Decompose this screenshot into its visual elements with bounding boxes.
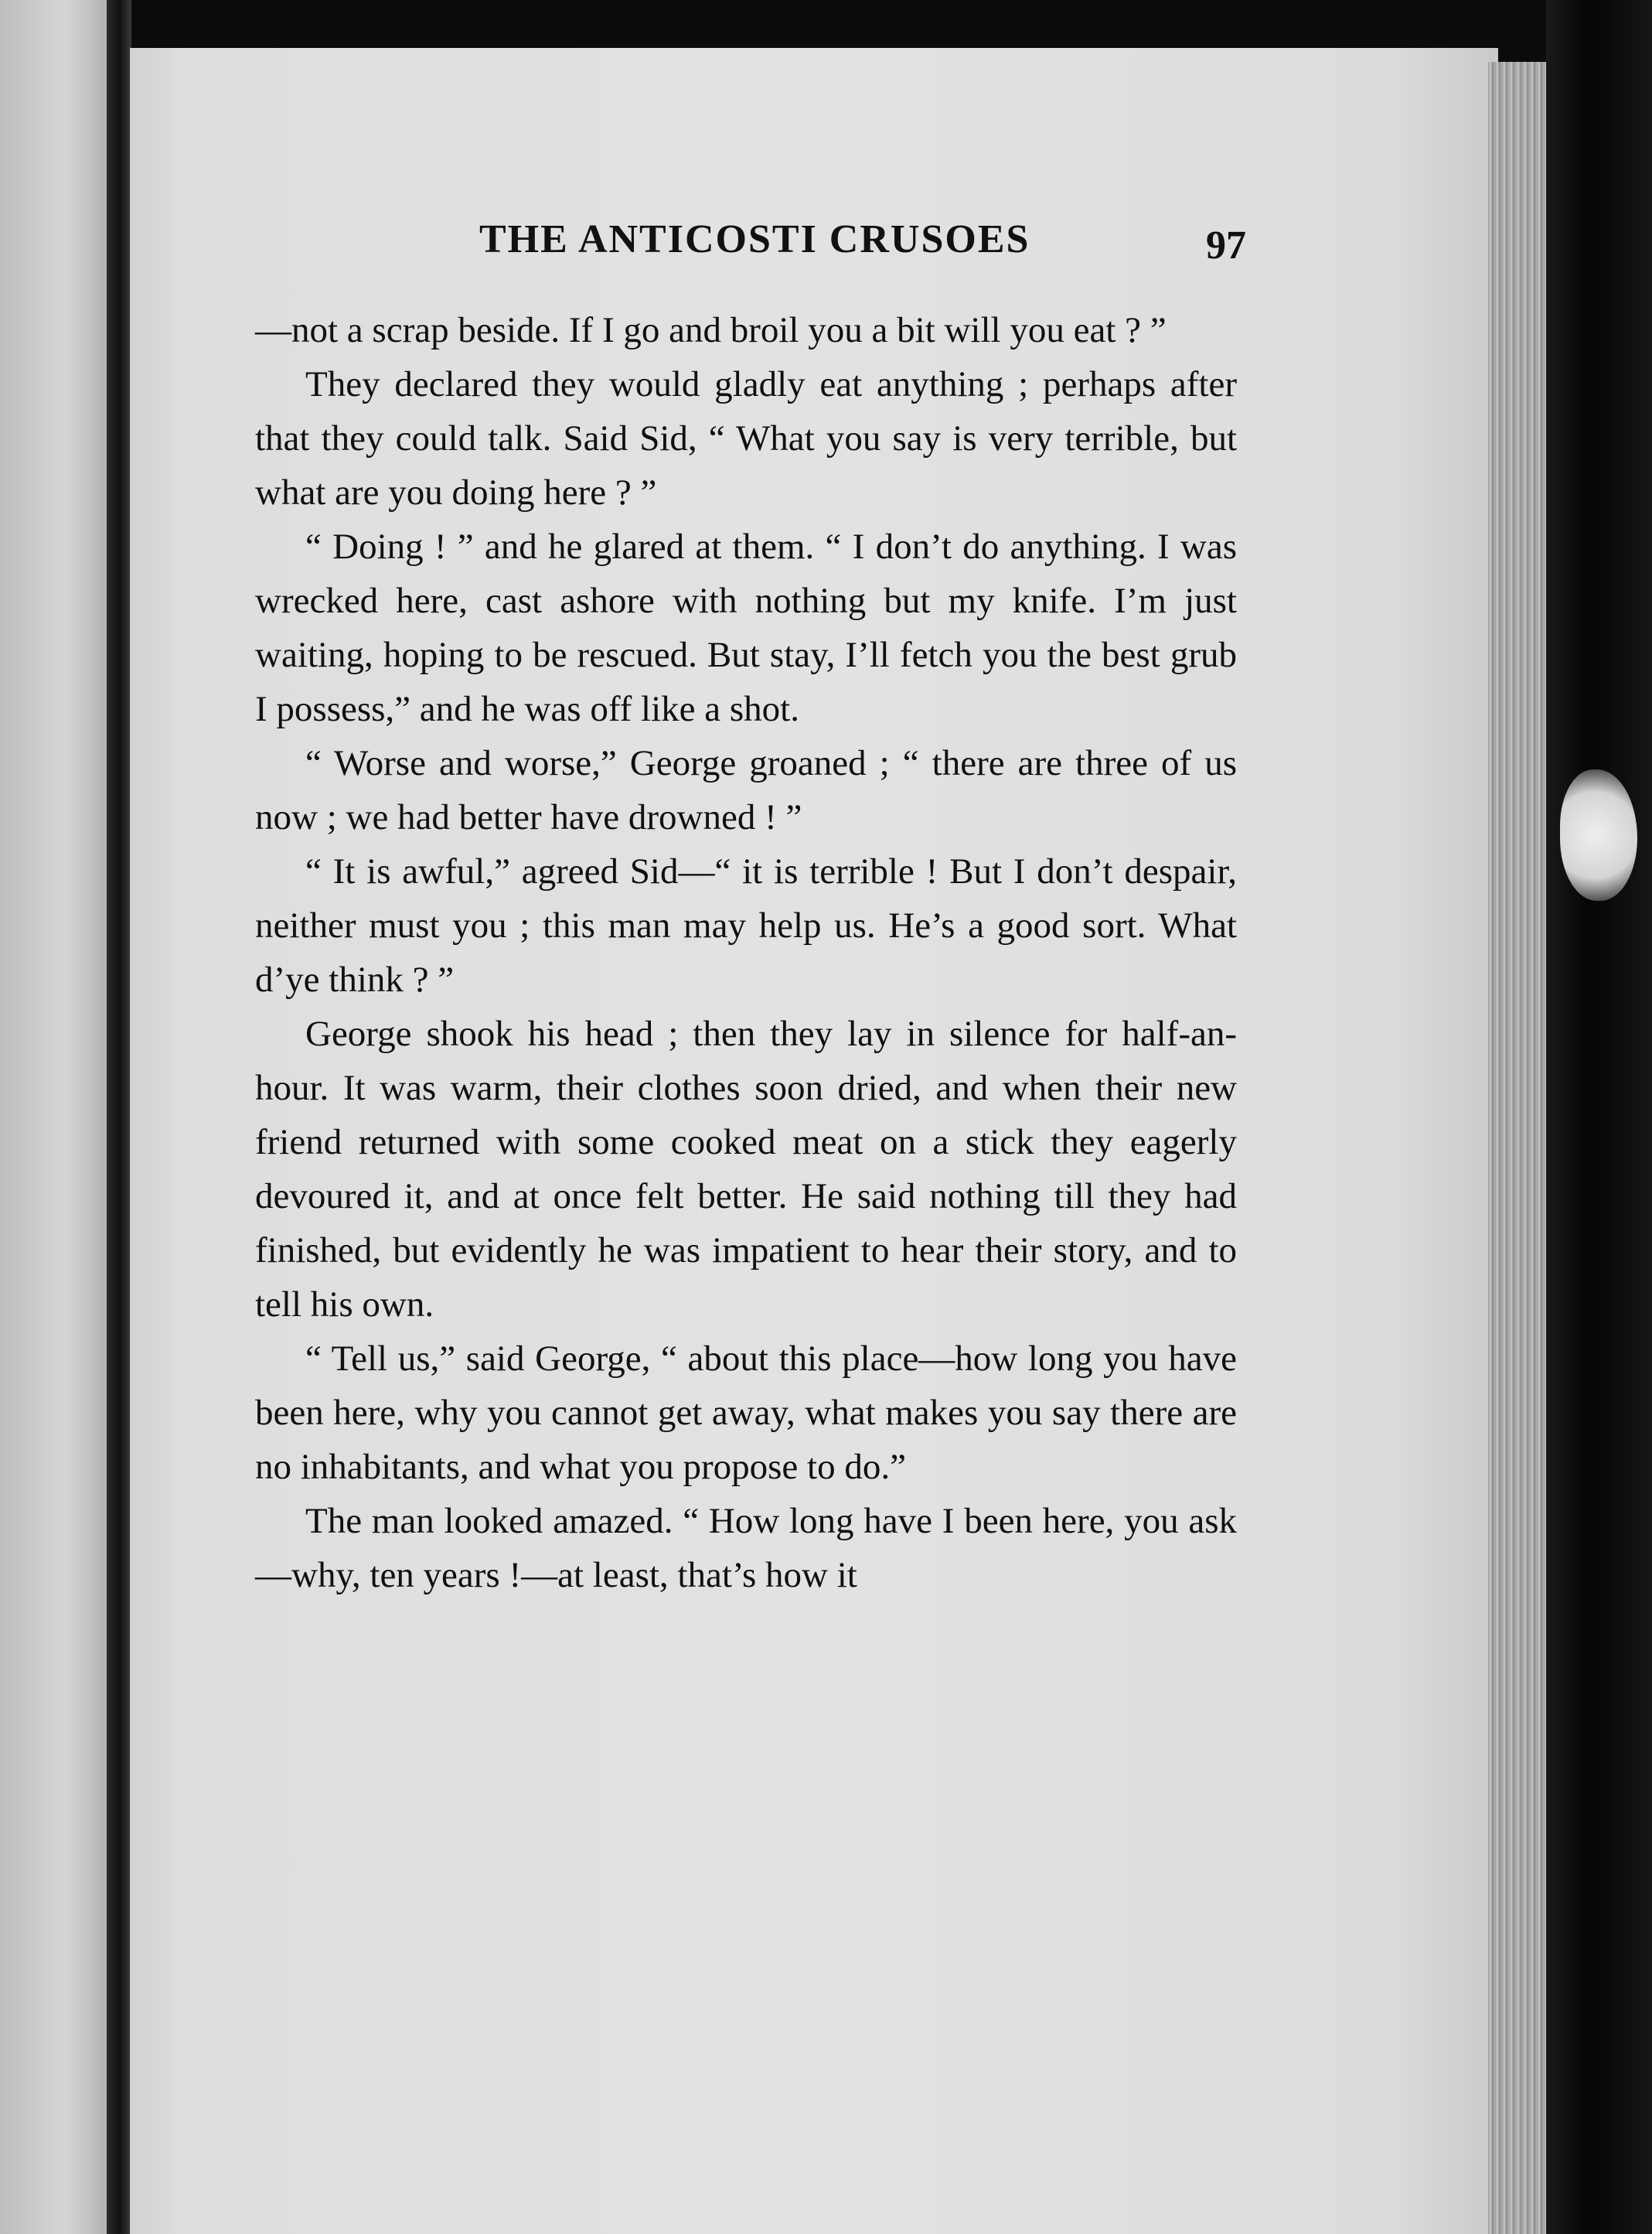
page-number: 97 (1206, 223, 1246, 268)
page-body (255, 303, 1237, 1602)
paragraph: “ Tell us,” said George, “ about this place—how long you have been here, why you cannot get away, what makes you say there are no inhabitants, and what you propose to do.” (255, 1339, 1237, 1487)
book-gutter (107, 0, 131, 2234)
paragraph: —not a scrap beside. If I go and broil you a bit will you eat ? ” (255, 310, 1167, 350)
page-header (255, 217, 1245, 278)
paragraph: “ It is awful,” agreed Sid—“ it is terrible ! But I don’t despair, neither must you ; this man may help us. He’s a good sort. What d’ye think ? ” (255, 851, 1237, 1000)
book-cover-edge (1546, 0, 1652, 2234)
paragraph: “ Doing ! ” and he glared at them. “ I don’t do anything. I was wrecked here, cast ashore with nothing but my knife. I’m just waiting, hoping to be rescued. But stay, I’ll fetch you the best grub I possess,” and he was off like a shot. (255, 527, 1237, 729)
running-title: THE ANTICOSTI CRUSOES (479, 217, 1030, 261)
paragraph: The man looked amazed. “ How long have I been here, you ask—why, ten years !—at least, that’s how it (255, 1501, 1237, 1595)
page-stack-edge (1488, 62, 1550, 2234)
paragraph: George shook his head ; then they lay in silence for half-an-hour. It was warm, their clothes soon dried, and when their new friend returned with some cooked meat on a stick they eagerly devoured it, and at once felt better. He said nothing till they had finished, but evidently he was impatient to hear their story, and to tell his own. (255, 1014, 1237, 1325)
paragraph: They declared they would gladly eat anything ; perhaps after that they could talk. Said Sid, “ What you say is very terrible, but what are you doing here ? ” (255, 364, 1237, 513)
left-page-edge (0, 0, 110, 2234)
paragraph: “ Worse and worse,” George groaned ; “ there are three of us now ; we had better have drowned ! ” (255, 743, 1237, 837)
